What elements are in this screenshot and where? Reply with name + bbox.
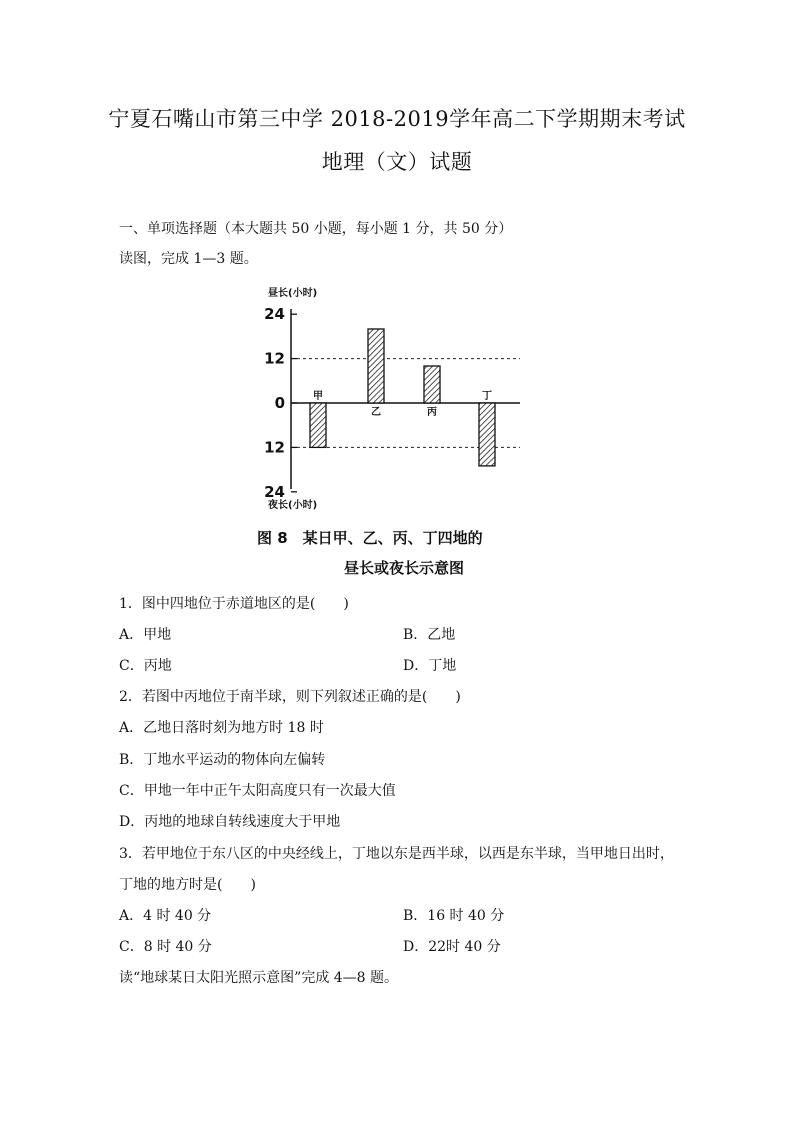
exam-title: 宁夏石嘴山市第三中学 2018-2019学年高二下学期期末考试 bbox=[108, 107, 686, 131]
bar-label-3: 丙 bbox=[427, 407, 437, 418]
question-3-option-a: A．4 时 40 分 bbox=[119, 908, 212, 924]
bar-2 bbox=[368, 329, 384, 403]
bar-3 bbox=[424, 366, 440, 403]
question-3-stem-line2: 丁地的地方时是( ) bbox=[119, 877, 256, 893]
bar-label-4: 丁 bbox=[482, 391, 492, 402]
y-tick-label: 24 bbox=[264, 482, 285, 501]
bar-4 bbox=[479, 403, 495, 466]
y-label-top: 昼长(小时) bbox=[268, 288, 318, 299]
question-2-option-d: D．丙地的地球自转线速度大于甲地 bbox=[119, 814, 341, 830]
question-1-stem: 1．图中四地位于赤道地区的是( ) bbox=[119, 596, 349, 612]
question-2-option-c: C．甲地一年中正午太阳高度只有一次最大值 bbox=[119, 783, 396, 799]
question-1-option-d: D．丁地 bbox=[403, 658, 457, 674]
figure-caption-line1: 图 8 某日甲、乙、丙、丁四地的 bbox=[257, 529, 483, 547]
question-3-stem-line1: 3．若甲地位于东八区的中央经线上，丁地以东是西半球，以西是东半球，当甲地日出时， bbox=[119, 846, 674, 862]
question-3-option-c: C．8 时 40 分 bbox=[119, 939, 212, 955]
y-tick-label: 12 bbox=[264, 349, 285, 368]
question-3-option-b: B．16 时 40 分 bbox=[403, 908, 505, 924]
question-2-option-b: B．丁地水平运动的物体向左偏转 bbox=[119, 752, 326, 768]
bar-label-1: 甲 bbox=[313, 391, 323, 402]
exam-subtitle: 地理（文）试题 bbox=[321, 150, 473, 174]
question-1-option-c: C．丙地 bbox=[119, 658, 172, 674]
question-1-option-a: A．甲地 bbox=[119, 627, 172, 643]
section-heading: 一、单项选择题（本大题共 50 小题，每小题 1 分，共 50 分） bbox=[119, 221, 513, 237]
next-intro: 读“地球某日太阳光照示意图”完成 4—8 题。 bbox=[119, 970, 399, 986]
y-label-bottom: 夜长(小时) bbox=[268, 500, 318, 511]
y-tick-label: 24 bbox=[264, 305, 285, 324]
y-tick-label: 0 bbox=[274, 394, 285, 412]
question-2-option-a: A．乙地日落时刻为地方时 18 时 bbox=[119, 720, 324, 736]
figure-caption-line2: 昼长或夜长示意图 bbox=[344, 559, 465, 577]
y-tick-label: 12 bbox=[264, 438, 285, 457]
question-2-stem: 2．若图中丙地位于南半球，则下列叙述正确的是( ) bbox=[119, 689, 461, 705]
section-intro: 读图，完成 1—3 题。 bbox=[119, 251, 258, 267]
day-night-length-chart bbox=[255, 283, 535, 513]
question-1-option-b: B．乙地 bbox=[403, 627, 456, 643]
question-3-option-d: D．22时 40 分 bbox=[403, 939, 501, 955]
bar-1 bbox=[310, 403, 326, 447]
bar-label-2: 乙 bbox=[371, 407, 381, 418]
